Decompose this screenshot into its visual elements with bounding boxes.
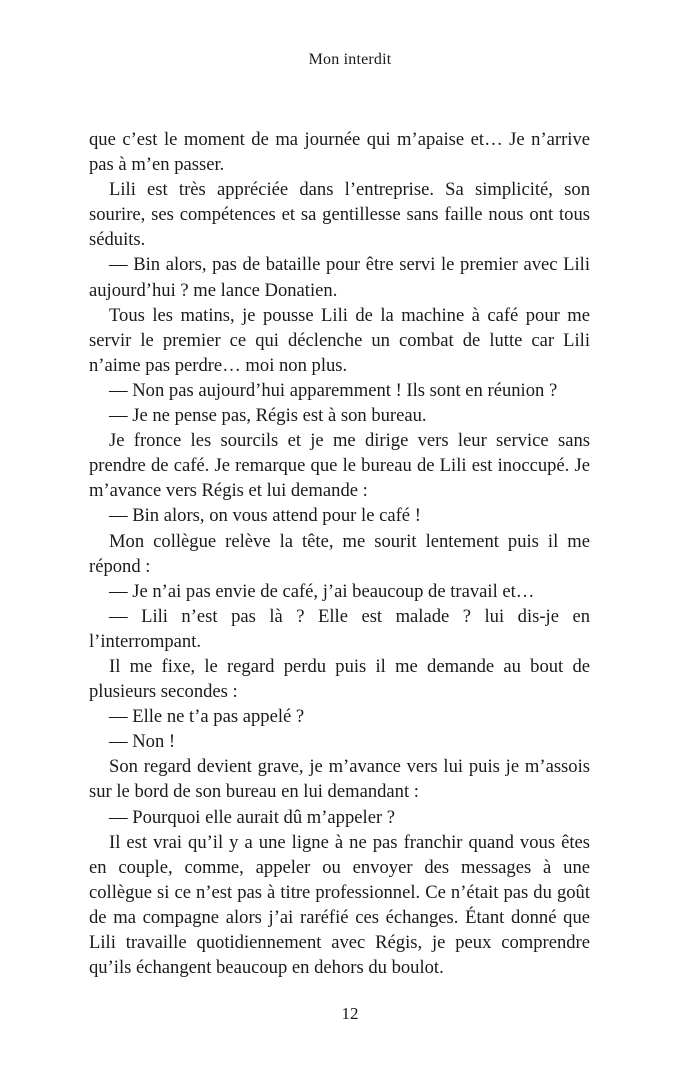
paragraph: — Non ! [109, 731, 176, 753]
paragraph: Il me fixe, le regard perdu puis il me demande au bout de plusieurs secondes : [89, 655, 590, 703]
page-body [89, 127, 590, 980]
paragraph: — Lili n’est pas là ? Elle est malade ? lui dis-je en l’interrompant. [89, 605, 590, 652]
paragraph: — Elle ne t’a pas appelé ? [109, 706, 305, 728]
paragraph: que c’est le moment de ma journée qui m’apaise et… Je n’arrive pas à m’en passer. [89, 129, 590, 176]
paragraph: Tous les matins, je pousse Lili de la machine à café pour me servir le premier ce qui déclenche un combat de lutte car Lili n’aime pas perdre… moi non plus. [89, 304, 590, 376]
paragraph: — Pourquoi elle aurait dû m’appeler ? [109, 806, 396, 828]
paragraph: Je fronce les sourcils et je me dirige vers leur service sans prendre de café. Je remarque que le bureau de Lili est inoccupé. Je m’avance vers Régis et lui demande : [89, 430, 590, 502]
paragraph: — Bin alors, on vous attend pour le café ! [109, 505, 421, 527]
paragraph: Mon collègue relève la tête, me sourit lentement puis il me répond : [89, 530, 590, 577]
paragraph: — Je ne pense pas, Régis est à son bureau. [109, 405, 427, 427]
paragraph: Il est vrai qu’il y a une ligne à ne pas franchir quand vous êtes en couple, comme, appeler ou envoyer des messages à une collègue si ce n’est pas à titre professionnel. Ce n’était pas du goût de ma compagne alors j’ai raréfié ces échanges. Étant donné que Lili travaille quotidiennement avec Régis, je peux comprendre qu’ils échangent beaucoup en dehors du boulot. [89, 831, 590, 979]
paragraph: — Bin alors, pas de bataille pour être servi le premier avec Lili aujourd’hui ? me lance Donatien. [89, 254, 590, 301]
page-number: 12 [341, 1004, 359, 1023]
paragraph: Son regard devient grave, je m’avance vers lui puis je m’assois sur le bord de son bureau en lui demandant : [89, 756, 590, 803]
paragraph: — Je n’ai pas envie de café, j’ai beaucoup de travail et… [109, 580, 535, 602]
running-header: Mon interdit [308, 51, 392, 68]
paragraph: — Non pas aujourd’hui apparemment ! Ils sont en réunion ? [109, 379, 558, 401]
paragraph: Lili est très appréciée dans l’entreprise. Sa simplicité, son sourire, ses compétences et sa gentillesse sans faille nous ont tous séduits. [89, 179, 590, 251]
